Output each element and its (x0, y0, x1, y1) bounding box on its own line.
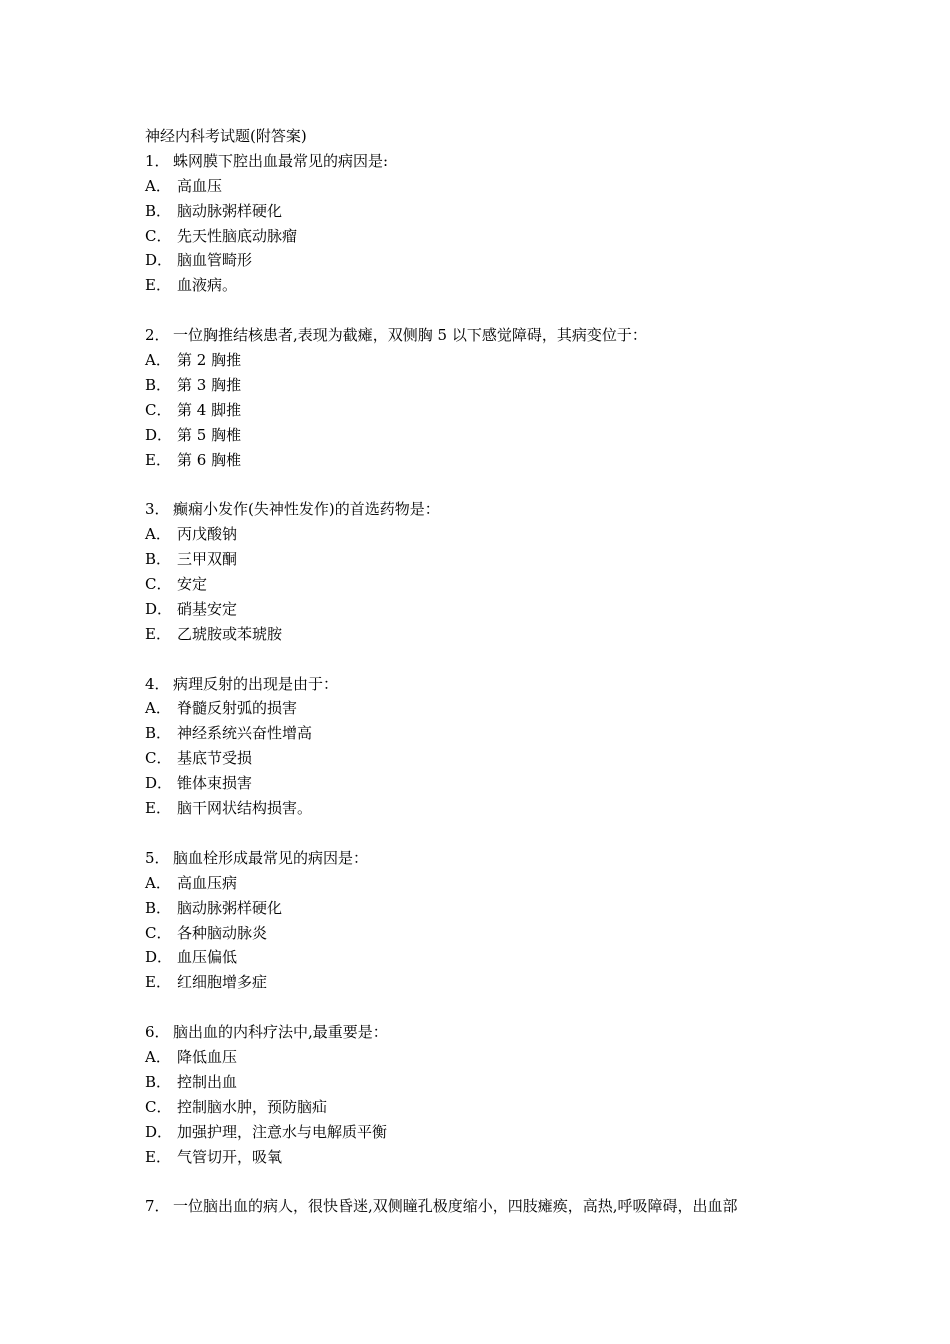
answer-option (145, 1145, 865, 1170)
option-text: 红细胞增多症 (177, 973, 268, 992)
answer-option (145, 1095, 865, 1120)
option-text: 脑干网状结构损害。 (177, 799, 313, 818)
question-spacer (145, 995, 865, 1020)
answer-option (145, 522, 865, 547)
option-text: 锥体束损害 (177, 774, 253, 793)
option-letter: A． (145, 351, 171, 370)
answer-option (145, 174, 865, 199)
option-text: 硝基安定 (177, 599, 238, 618)
answer-option (145, 448, 865, 473)
answer-option (145, 1045, 865, 1070)
question-number: 4． (145, 674, 170, 693)
answer-option (145, 348, 865, 373)
question-text: 癫痫小发作(失神性发作)的首选药物是： (173, 500, 440, 519)
question-stem (145, 323, 865, 348)
option-text: 高血压病 (177, 873, 238, 892)
option-letter: D． (145, 425, 173, 444)
option-letter: B． (145, 550, 172, 569)
option-text: 神经系统兴奋性增高 (177, 724, 313, 743)
question-spacer (145, 1169, 865, 1194)
option-letter: B． (145, 898, 172, 917)
option-text: 第 2 胸推 (177, 351, 242, 370)
option-letter: C． (145, 400, 172, 419)
option-text: 控制脑水肿，预防脑疝 (177, 1097, 328, 1116)
option-letter: A． (145, 525, 171, 544)
answer-option (145, 871, 865, 896)
answer-option (145, 746, 865, 771)
option-text: 脑动脉粥样硬化 (177, 898, 283, 917)
answer-option (145, 796, 865, 821)
question-text: 蛛网膜下腔出血最常见的病因是: (173, 151, 389, 170)
option-text: 第 5 胸椎 (177, 425, 242, 444)
option-letter: B． (145, 375, 172, 394)
answer-option (145, 1120, 865, 1145)
question-text: 脑血栓形成最常见的病因是： (173, 848, 369, 867)
option-letter: B． (145, 724, 172, 743)
option-letter: D． (145, 948, 173, 967)
question-stem (145, 149, 865, 174)
option-letter: D． (145, 251, 173, 270)
option-text: 先天性脑底动脉瘤 (177, 226, 298, 245)
question-stem (145, 1194, 865, 1219)
question-text: 一位脑出血的病人，很快昏迷,双侧瞳孔极度缩小，四肢瘫痪，高热,呼吸障碍，出血部 (173, 1197, 738, 1216)
question-spacer (145, 821, 865, 846)
option-text: 第 4 脚推 (177, 400, 242, 419)
answer-option (145, 771, 865, 796)
question-stem (145, 497, 865, 522)
option-text: 加强护理，注意水与电解质平衡 (177, 1122, 388, 1141)
option-text: 第 6 胸椎 (177, 450, 242, 469)
answer-option (145, 248, 865, 273)
question-list (145, 149, 865, 1219)
answer-option (145, 373, 865, 398)
option-text: 乙琥胺或苯琥胺 (177, 624, 283, 643)
document-title: 神经内科考试题(附答案) (145, 127, 307, 145)
question-number: 1． (145, 151, 170, 170)
question-stem (145, 672, 865, 697)
question-stem (145, 846, 865, 871)
answer-option (145, 921, 865, 946)
answer-option (145, 896, 865, 921)
answer-option (145, 199, 865, 224)
option-text: 脑动脉粥样硬化 (177, 201, 283, 220)
option-text: 控制出血 (177, 1072, 238, 1091)
option-text: 高血压 (177, 176, 223, 195)
option-letter: E． (145, 973, 171, 992)
option-text: 基底节受损 (177, 749, 253, 768)
option-letter: E． (145, 276, 171, 295)
option-text: 降低血压 (177, 1047, 238, 1066)
answer-option (145, 273, 865, 298)
answer-option (145, 945, 865, 970)
option-text: 各种脑动脉炎 (177, 923, 268, 942)
option-letter: E． (145, 450, 171, 469)
option-text: 第 3 胸推 (177, 375, 242, 394)
question-text: 脑出血的内科疗法中,最重要是： (173, 1023, 388, 1042)
question-number: 6． (145, 1023, 170, 1042)
option-letter: D． (145, 599, 173, 618)
answer-option (145, 1070, 865, 1095)
answer-option (145, 572, 865, 597)
option-letter: C． (145, 749, 172, 768)
option-letter: A． (145, 699, 171, 718)
option-text: 安定 (177, 575, 208, 594)
option-letter: C． (145, 923, 172, 942)
option-letter: D． (145, 774, 173, 793)
question-spacer (145, 647, 865, 672)
answer-option (145, 398, 865, 423)
document-content (145, 124, 865, 1219)
option-letter: C． (145, 226, 172, 245)
option-text: 脑血管畸形 (177, 251, 253, 270)
answer-option (145, 970, 865, 995)
answer-option (145, 547, 865, 572)
question-number: 3． (145, 500, 170, 519)
option-letter: A． (145, 873, 171, 892)
question-number: 7． (145, 1197, 170, 1216)
option-letter: B． (145, 201, 172, 220)
question-spacer (145, 472, 865, 497)
option-letter: B． (145, 1072, 172, 1091)
question-text: 一位胸推结核患者,表现为截瘫，双侧胸 5 以下感觉障碍，其病变位于： (173, 326, 647, 345)
option-text: 血压偏低 (177, 948, 238, 967)
question-spacer (145, 298, 865, 323)
option-text: 脊髓反射弧的损害 (177, 699, 298, 718)
question-number: 2． (145, 326, 170, 345)
option-letter: D． (145, 1122, 173, 1141)
question-text: 病理反射的出现是由于： (173, 674, 339, 693)
option-letter: C． (145, 575, 172, 594)
question-stem (145, 1020, 865, 1045)
answer-option (145, 224, 865, 249)
answer-option (145, 622, 865, 647)
option-letter: E． (145, 1147, 171, 1166)
option-letter: A． (145, 176, 171, 195)
answer-option (145, 597, 865, 622)
option-letter: E． (145, 799, 171, 818)
option-text: 血液病。 (177, 276, 238, 295)
option-letter: C． (145, 1097, 172, 1116)
answer-option (145, 423, 865, 448)
option-text: 丙戊酸钠 (177, 525, 238, 544)
option-text: 三甲双酮 (177, 550, 238, 569)
question-number: 5． (145, 848, 170, 867)
option-letter: A． (145, 1047, 171, 1066)
answer-option (145, 696, 865, 721)
answer-option (145, 721, 865, 746)
option-text: 气管切开，吸氧 (177, 1147, 283, 1166)
option-letter: E． (145, 624, 171, 643)
